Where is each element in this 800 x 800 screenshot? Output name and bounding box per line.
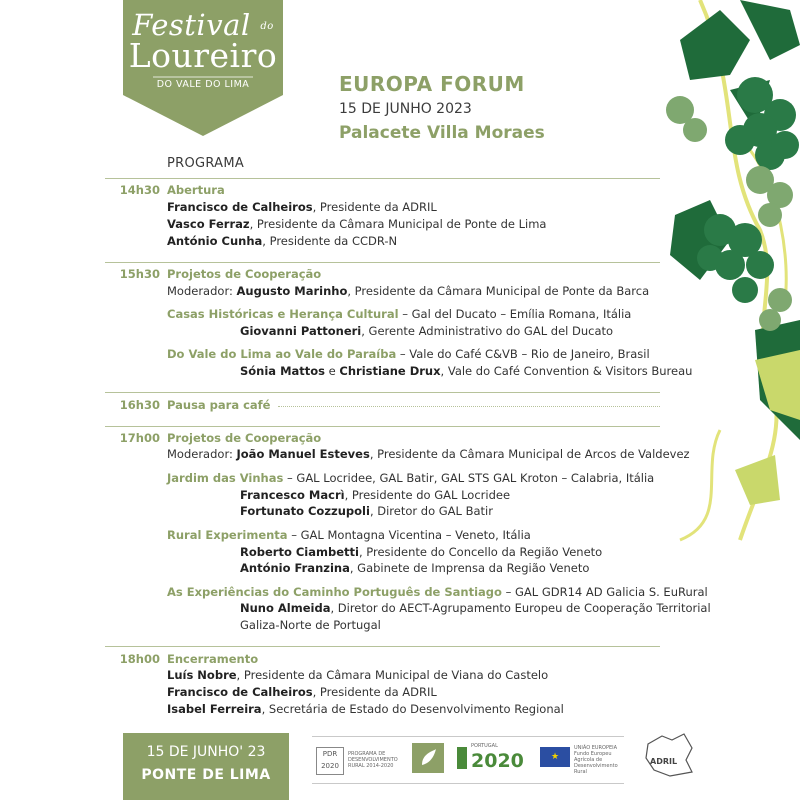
session-title: Projetos de Cooperação [167, 431, 322, 445]
footer-date-box [123, 733, 289, 800]
divider [105, 426, 660, 427]
speaker-line: Francesco Macrì, Presidente do GAL Locridee [240, 488, 511, 502]
logo-loureiro-text: Loureiro [128, 36, 278, 75]
footer-date: 15 DE JUNHO' 23 [146, 744, 266, 760]
speaker-line: Nuno Almeida, Diretor do AECT-Agrupamento Europeu de Cooperação Territorial [240, 601, 711, 615]
event-title: EUROPA FORUM [339, 72, 525, 96]
logo-vale-text: DO VALE DO LIMA [156, 79, 250, 90]
moderator-line: Moderador: João Manuel Esteves, Presidente da Câmara Municipal de Arcos de Valdevez [167, 447, 690, 461]
session-time: 18h00 [119, 652, 160, 666]
speaker-line: Isabel Ferreira, Secretária de Estado do Desenvolvimento Regional [167, 702, 564, 716]
session-title: Abertura [167, 183, 225, 197]
footer-place: PONTE DE LIMA [141, 767, 271, 783]
speaker-line: Roberto Ciambetti, Presidente do Concello da Região Veneto [240, 545, 603, 559]
speaker-line: Francisco de Calheiros, Presidente da ADRIL [167, 200, 437, 214]
project-line: Casas Históricas e Herança Cultural – Gal del Ducato – Emília Romana, Itália [167, 307, 632, 321]
event-date: 15 DE JUNHO 2023 [339, 101, 472, 117]
grape-vine-illustration [660, 0, 800, 560]
session-time: 14h30 [119, 183, 160, 197]
speaker-line: Sónia Mattos e Christiane Drux, Vale do Café Convention & Visitors Bureau [240, 364, 693, 378]
speaker-line: Giovanni Pattoneri, Gerente Administrativo do GAL del Ducato [240, 324, 614, 338]
session-time: 15h30 [119, 267, 160, 281]
program-heading: PROGRAMA [167, 156, 245, 171]
session-title: Projetos de Cooperação [167, 267, 322, 281]
speaker-line: Francisco de Calheiros, Presidente da ADRIL [167, 685, 437, 699]
festival-logo [123, 0, 283, 136]
speaker-line: Luís Nobre, Presidente da Câmara Municipal de Viana do Castelo [167, 668, 549, 682]
speaker-line: António Franzina, Gabinete de Imprensa da Região Veneto [240, 561, 590, 575]
sponsor-logos: PDR 2020 PROGRAMA DE DESENVOLVIMENTO RURAL 2014-2020 PORTUGAL 2020 ★ UNIÃO EUROPEIA Fundo Europeu Agrícola de Desenvolvimento Rural [312, 736, 624, 784]
dotted-leader [278, 406, 660, 407]
session-title: Pausa para café [167, 398, 271, 412]
session-time: 17h00 [119, 431, 160, 445]
divider [105, 392, 660, 393]
logo-festival-text: Festival do [132, 8, 274, 42]
divider [105, 178, 660, 179]
leader-logo [412, 743, 444, 773]
adril-logo: ADRIL [640, 730, 700, 780]
speaker-line: António Cunha, Presidente da CCDR-N [167, 234, 398, 248]
divider [105, 262, 660, 263]
project-line: As Experiências do Caminho Português de Santiago – GAL GDR14 AD Galicia S. EuRural [167, 585, 708, 599]
session-title: Encerramento [167, 652, 259, 666]
speaker-line: Fortunato Cozzupoli, Diretor do GAL Batir [240, 504, 493, 518]
speaker-line: Vasco Ferraz, Presidente da Câmara Municipal de Ponte de Lima [167, 217, 547, 231]
divider [105, 646, 660, 647]
speaker-line: Galiza-Norte de Portugal [240, 618, 381, 632]
session-time: 16h30 [119, 398, 160, 412]
moderator-line: Moderador: Augusto Marinho, Presidente da Câmara Municipal de Ponte da Barca [167, 284, 650, 298]
project-line: Jardim das Vinhas – GAL Locridee, GAL Batir, GAL STS GAL Kroton – Calabria, Itália [167, 471, 655, 485]
event-venue: Palacete Villa Moraes [339, 123, 545, 143]
project-line: Do Vale do Lima ao Vale do Paraíba – Vale do Café C&VB – Rio de Janeiro, Brasil [167, 347, 650, 361]
project-line: Rural Experimenta – GAL Montagna Vicentina – Veneto, Itália [167, 528, 531, 542]
